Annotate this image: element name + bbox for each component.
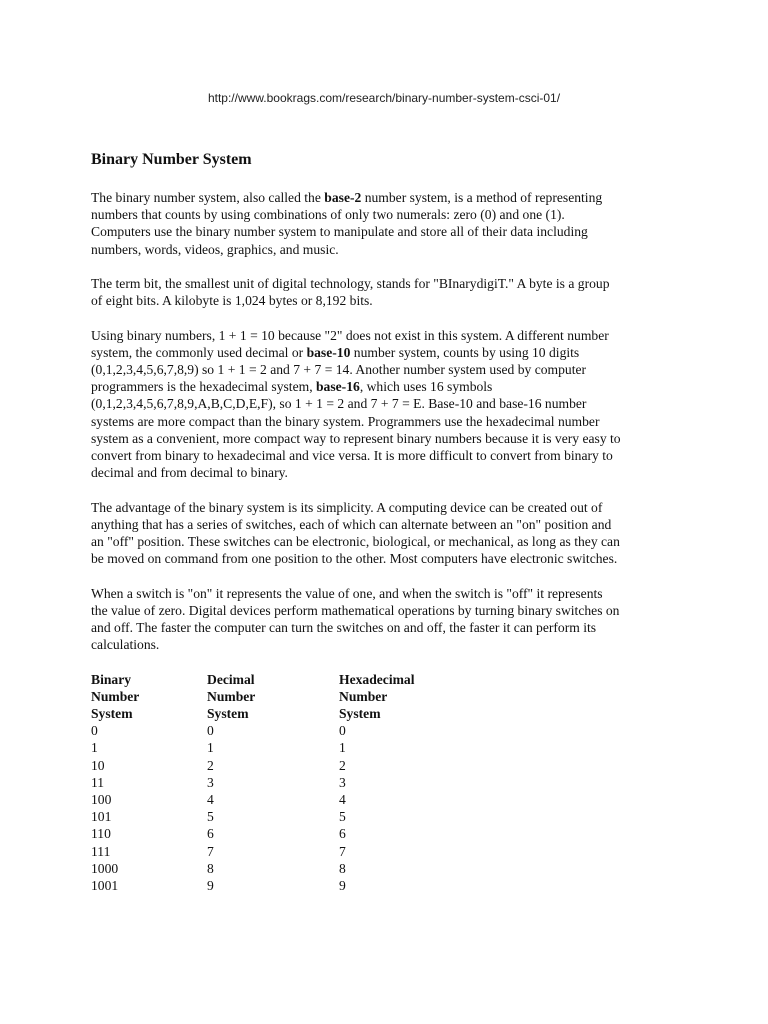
- table-row: [91, 757, 459, 774]
- paragraph-number-systems-bold-base10: base-10: [306, 344, 351, 360]
- conversion-table: [91, 671, 459, 895]
- table-cell-binary: 1001: [91, 878, 119, 894]
- table-cell-binary: 100: [91, 792, 112, 808]
- table-cell-decimal: 1: [207, 740, 214, 756]
- table-cell-binary: 1000: [91, 860, 119, 876]
- paragraph-intro: [91, 189, 691, 258]
- table-row: [91, 860, 459, 877]
- paragraph-intro-text-1: The binary number system, also called the: [91, 190, 325, 205]
- paragraph-intro-text-2: number system, is a method of representing numbers that counts by using combinations of only two numerals: zero (0) and one (1). Computers use the binary number system to manipulate and store all of their data including numbers, words, videos, graphics, and music.: [91, 190, 603, 257]
- table-cell-binary: 111: [91, 843, 111, 859]
- table-cell-decimal: 0: [207, 723, 214, 739]
- table-row: [91, 791, 459, 808]
- table-cell-binary: 110: [91, 826, 111, 842]
- table-header-decimal: Decimal Number System: [207, 671, 256, 722]
- table-row: [91, 722, 459, 739]
- page-title: Binary Number System: [91, 151, 252, 168]
- paragraph-number-systems-text-2: number system, counts by using 10 digits (0,1,2,3,4,5,6,7,8,9) so 1 + 1 = 2 and 7 + 7 = 14. Another number system used by computer programmers is the hexadecimal system,: [91, 344, 587, 395]
- table-row: [91, 825, 459, 842]
- table-cell-decimal: 3: [207, 774, 214, 790]
- paragraph-number-systems-bold-base16: base-16: [316, 379, 360, 395]
- table-row: [91, 843, 459, 860]
- paragraph-switch: When a switch is "on" it represents the value of one, and when the switch is "off" it represents the value of zero. Digital devices perform mathematical operations by turning binary switches on and off. The faster the computer can turn the switches on and off, the faster it can perform its calculations.: [91, 585, 620, 653]
- table-cell-decimal: 4: [207, 792, 214, 808]
- table-row: [91, 774, 459, 791]
- paragraph-bit: The term bit, the smallest unit of digital technology, stands for "BInarydigiT." A byte is a group of eight bits. A kilobyte is 1,024 bytes or 8,192 bits.: [91, 276, 610, 309]
- table-cell-decimal: 9: [207, 878, 214, 894]
- table-row: [91, 808, 459, 825]
- table-cell-hexadecimal: 8: [339, 860, 346, 876]
- source-url[interactable]: http://www.bookrags.com/research/binary-number-system-csci-01/: [207, 91, 561, 105]
- table-cell-decimal: 6: [207, 826, 214, 842]
- table-cell-binary: 101: [91, 809, 112, 825]
- table-row: [91, 739, 459, 756]
- table-cell-hexadecimal: 6: [339, 826, 346, 842]
- paragraph-number-systems-text-3: , which uses 16 symbols (0,1,2,3,4,5,6,7,8,9,A,B,C,D,E,F), so 1 + 1 = 2 and 7 + 7 = E. Base-10 and base-16 number systems are more compact than the binary system. Programmers use the hexadecimal number system as a convenient, more compact way to represent binary numbers because it is very easy to convert from binary to hexadecimal and vice versa. It is more difficult to convert from binary to decimal and from decimal to binary.: [91, 379, 621, 481]
- table-cell-decimal: 7: [207, 843, 214, 859]
- article-body: [91, 189, 691, 894]
- table-cell-hexadecimal: 9: [339, 878, 346, 894]
- table-cell-binary: 11: [91, 774, 105, 790]
- paragraph-advantage: The advantage of the binary system is its simplicity. A computing device can be created out of anything that has a series of switches, each of which can alternate between an "on" position and an "off" position. These switches can be electronic, biological, or mechanical, as long as they can be moved on command from one position to the other. Most computers have electronic switches.: [91, 499, 620, 567]
- table-cell-hexadecimal: 3: [339, 774, 346, 790]
- table-row: [91, 877, 459, 894]
- table-header-row: [91, 671, 459, 723]
- table-cell-binary: 10: [91, 757, 105, 773]
- paragraph-number-systems: [91, 327, 691, 482]
- paragraph-intro-bold-base2: base-2: [324, 190, 362, 205]
- table-header-hexadecimal: Hexadecimal Number System: [339, 671, 415, 722]
- table-cell-hexadecimal: 1: [339, 740, 346, 756]
- table-cell-hexadecimal: 7: [339, 843, 346, 859]
- table-header-binary: Binary Number System: [91, 671, 140, 722]
- table-cell-binary: 1: [91, 740, 98, 756]
- table-cell-decimal: 8: [207, 860, 214, 876]
- table-cell-hexadecimal: 5: [339, 809, 346, 825]
- table-cell-hexadecimal: 4: [339, 792, 346, 808]
- table-cell-hexadecimal: 0: [339, 723, 346, 739]
- paragraph-number-systems-text-1: Using binary numbers, 1 + 1 = 10 because "2" does not exist in this system. A different number system, the commonly used decimal or: [91, 327, 609, 360]
- table-cell-decimal: 2: [207, 757, 214, 773]
- table-cell-hexadecimal: 2: [339, 757, 346, 773]
- table-cell-decimal: 5: [207, 809, 214, 825]
- table-cell-binary: 0: [91, 723, 98, 739]
